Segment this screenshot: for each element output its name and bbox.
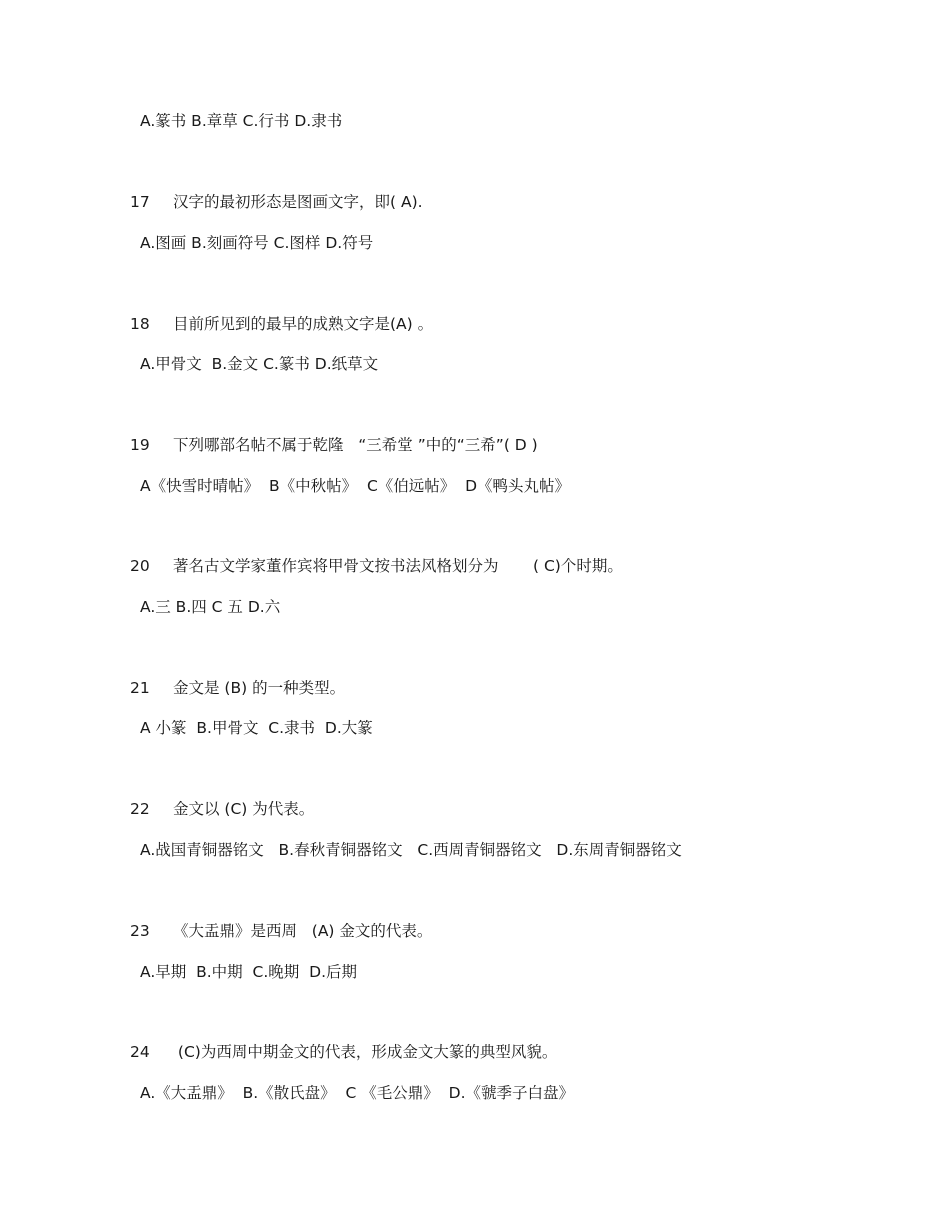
question-number: 18 (130, 315, 150, 333)
question-24 (130, 1042, 557, 1062)
question-number: 24 (130, 1043, 150, 1061)
question-18 (130, 314, 433, 334)
question-number: 17 (130, 193, 150, 211)
options-line-22: A.战国青铜器铭文 B.春秋青铜器铭文 C.西周青铜器铭文 D.东周青铜器铭文 (140, 841, 682, 859)
question-number: 23 (130, 922, 150, 940)
question-stem: 著名古文学家董作宾将甲骨文按书法风格划分为 ( C)个时期。 (173, 557, 623, 575)
question-stem: 下列哪部名帖不属于乾隆 “三希堂 ”中的“三希”( D ) (173, 436, 538, 454)
question-23 (130, 921, 432, 941)
options-line-17: A.图画 B.刻画符号 C.图样 D.符号 (140, 234, 374, 252)
question-21 (130, 678, 345, 698)
question-20 (130, 556, 623, 576)
options-line-18: A.甲骨文 B.金文 C.篆书 D.纸草文 (140, 355, 379, 373)
question-19 (130, 435, 538, 455)
options-line-21: A 小篆 B.甲骨文 C.隶书 D.大篆 (140, 719, 373, 737)
options-line-16: A.篆书 B.章草 C.行书 D.隶书 (140, 112, 343, 130)
options-line-24: A.《大盂鼎》 B.《散氏盘》 C 《毛公鼎》 D.《虢季子白盘》 (140, 1084, 574, 1102)
question-stem: 目前所见到的最早的成熟文字是(A) 。 (173, 315, 434, 333)
question-stem: 金文以 (C) 为代表。 (173, 800, 315, 818)
question-17 (130, 192, 423, 212)
question-number: 22 (130, 800, 150, 818)
question-number: 20 (130, 557, 150, 575)
question-stem: 汉字的最初形态是图画文字，即( A). (173, 193, 423, 211)
question-number: 21 (130, 679, 150, 697)
question-stem: (C)为西周中期金文的代表，形成金文大篆的典型风貌。 (173, 1043, 558, 1061)
question-stem: 《大盂鼎》是西周 (A) 金文的代表。 (173, 922, 433, 940)
question-stem: 金文是 (B) 的一种类型。 (173, 679, 346, 697)
question-22 (130, 799, 314, 819)
options-line-20: A.三 B.四 C 五 D.六 (140, 598, 281, 616)
question-number: 19 (130, 436, 150, 454)
options-line-23: A.早期 B.中期 C.晚期 D.后期 (140, 963, 357, 981)
options-line-19: A《快雪时晴帖》 B《中秋帖》 C《伯远帖》 D《鸭头丸帖》 (140, 477, 571, 495)
